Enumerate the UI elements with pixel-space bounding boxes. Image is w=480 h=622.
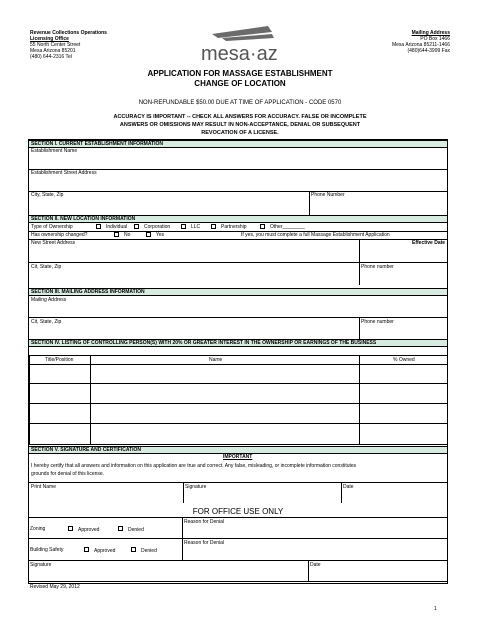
section-2-title: SECTION II. NEW LOCATION INFORMATION [31,216,136,222]
office-name: Licensing Office [30,36,69,42]
effective-date-field[interactable] [360,240,448,262]
office-date-label: Date [310,562,321,568]
zoning-approved-checkbox[interactable] [68,526,73,531]
establishment-street-field[interactable] [29,170,447,190]
accuracy-notice-3: REVOCATION OF A LICENSE. [201,130,279,136]
section-3-title: SECTION III. MAILING ADDRESS INFORMATION [31,289,145,295]
s3-phone-label: Phone number [361,319,394,325]
office-address-block [30,30,107,60]
ownership-partnership-label: Partnership [221,224,247,230]
ownership-changed-no-label: No [124,232,131,238]
s2-phone-field[interactable] [360,263,448,285]
section-2-header [29,215,447,223]
col-title-position: Title/Position [45,357,74,363]
office-date-field[interactable] [309,561,447,581]
s1-city-field[interactable] [29,192,309,214]
accuracy-notice-1: ACCURACY IS IMPORTANT -- CHECK ALL ANSWERS FOR ACCURACY. FALSE OR INCOMPLETE [113,114,367,120]
ownership-llc-label: LLC [191,224,201,230]
establishment-name-label: Establishment Name [31,148,78,154]
print-name-label: Print Name [31,484,57,490]
owner-row[interactable] [29,404,447,423]
signature-field[interactable] [184,483,341,503]
office-city: Mesa Arizona 85201 [30,48,76,54]
mailing-fax: (480)644-3999 Fax [407,48,450,54]
accuracy-notice-2: ANSWERS OR OMISSIONS MAY RESULT IN NON-ACCEPTANCE, DENIAL OR SUBSEQUENT [119,122,361,128]
ownership-changed-no-checkbox[interactable] [114,232,119,237]
ownership-other-checkbox[interactable] [260,224,265,229]
ownership-note: If yes, you must complete a full Massage Establishment Application [241,232,390,238]
form-title: APPLICATION FOR MASSAGE ESTABLISHMENT [147,69,333,78]
s3-city-field[interactable] [29,318,359,338]
logo-text: mesa·az [201,43,278,65]
mailing-address-label: Mailing Address [31,297,67,303]
ownership-changed-yes-label: Yes [156,232,165,238]
certification-text-2: grounds for denial of this license. [31,471,105,477]
s2-city-label: Cit, State, Zip [31,264,62,270]
ownership-other-label: Other________ [270,224,305,230]
s5-date-label: Date [343,484,354,490]
section-1-title: SECTION I. CURRENT ESTABLISHMENT INFORMATION [31,141,164,147]
zoning-label: Zoning [30,526,46,532]
certification-text-1: I hereby certify that all answers and information on this application are true and correct. Any false, misleading, or incomplete information constitutes [31,463,357,469]
mailing-city: Mesa Arizona 85211-1466 [391,42,450,48]
mailing-address-field[interactable] [29,296,447,316]
revised-date: Revised May 29, 2012 [30,584,80,590]
building-reason-label: Reason for Denial [184,540,225,546]
col-percent-owned: % Owned [393,357,415,363]
mailing-pobox: PO Box 1466 [420,36,450,42]
dept-name: Revenue Collections Operations [30,30,107,36]
new-street-label: New Street Address [31,240,76,246]
zoning-reason-label: Reason for Denial [184,519,225,525]
s3-city-label: Cit, State, Zip [31,319,62,325]
office-signature-field[interactable] [29,561,308,581]
form-subtitle: CHANGE OF LOCATION [194,79,286,88]
building-reason-field[interactable] [183,539,447,559]
owner-row[interactable] [29,384,447,403]
owner-row[interactable] [29,365,447,383]
page-number: 1 [434,606,437,612]
zoning-denied-label: Denied [128,527,144,533]
new-street-field[interactable] [29,240,359,262]
office-tel: (480) 644-2316 Tel [30,54,72,60]
building-denied-label: Denied [141,548,157,554]
s5-date-field[interactable] [342,483,448,503]
section-5-title: SECTION V. SIGNATURE AND CERTIFICATION [31,447,142,453]
establishment-name-field[interactable] [29,148,447,168]
ownership-individual-label: Individual [106,224,128,230]
office-use-title: FOR OFFICE USE ONLY [192,507,284,516]
mailing-title: Mailing Address [411,30,450,36]
building-approved-checkbox[interactable] [84,547,89,552]
ownership-partnership-checkbox[interactable] [211,224,216,229]
ownership-corporation-label: Corporation [144,224,171,230]
building-denied-checkbox[interactable] [131,547,136,552]
print-name-field[interactable] [29,483,183,503]
mesa-az-logo [198,26,294,66]
section-4-header [29,339,447,347]
owner-row[interactable] [29,424,447,443]
building-approved-label: Approved [94,548,116,554]
building-safety-label: Building Safety [30,547,64,553]
zoning-denied-checkbox[interactable] [118,526,123,531]
office-street: 55 North Center Street [30,42,81,48]
s1-phone-field[interactable] [310,192,448,214]
section-3-header [29,288,447,296]
important-label: IMPORTANT [223,454,253,460]
col-name: Name [209,357,223,363]
s2-city-field[interactable] [29,263,359,285]
fee-notice: NON-REFUNDABLE $50.00 DUE AT TIME OF APPLICATION - CODE 0570 [138,100,342,106]
logo-mark-icon [198,26,294,66]
ownership-llc-checkbox[interactable] [181,224,186,229]
ownership-corporation-checkbox[interactable] [134,224,139,229]
office-signature-label: Signature [30,562,52,568]
section-5-header [29,446,447,454]
s1-city-label: City, State, Zip [31,192,64,198]
ownership-type-label: Type of Ownership [31,224,73,230]
section-1-header [29,140,447,148]
signature-label: Signature [185,484,207,490]
zoning-reason-field[interactable] [183,518,447,538]
office-use-block [28,507,448,582]
ownership-changed-yes-checkbox[interactable] [146,232,151,237]
establishment-street-label: Establishment Street Address [31,170,97,176]
effective-date-label: Effective Date [412,240,446,246]
ownership-individual-checkbox[interactable] [96,224,101,229]
section-4-title: SECTION IV. LISTING OF CONTROLLING PERSON(S) WITH 20% OR GREATER INTEREST IN THE OWNERSHIP OR EARNINGS OF THE BUSINESS [31,340,377,346]
mailing-address-block [392,30,450,54]
s1-phone-label: Phone Number [311,192,345,198]
ownership-changed-label: Has ownership changed? [31,232,88,238]
zoning-approved-label: Approved [78,527,100,533]
s2-phone-label: Phone number [361,264,394,270]
s3-phone-field[interactable] [360,318,448,338]
